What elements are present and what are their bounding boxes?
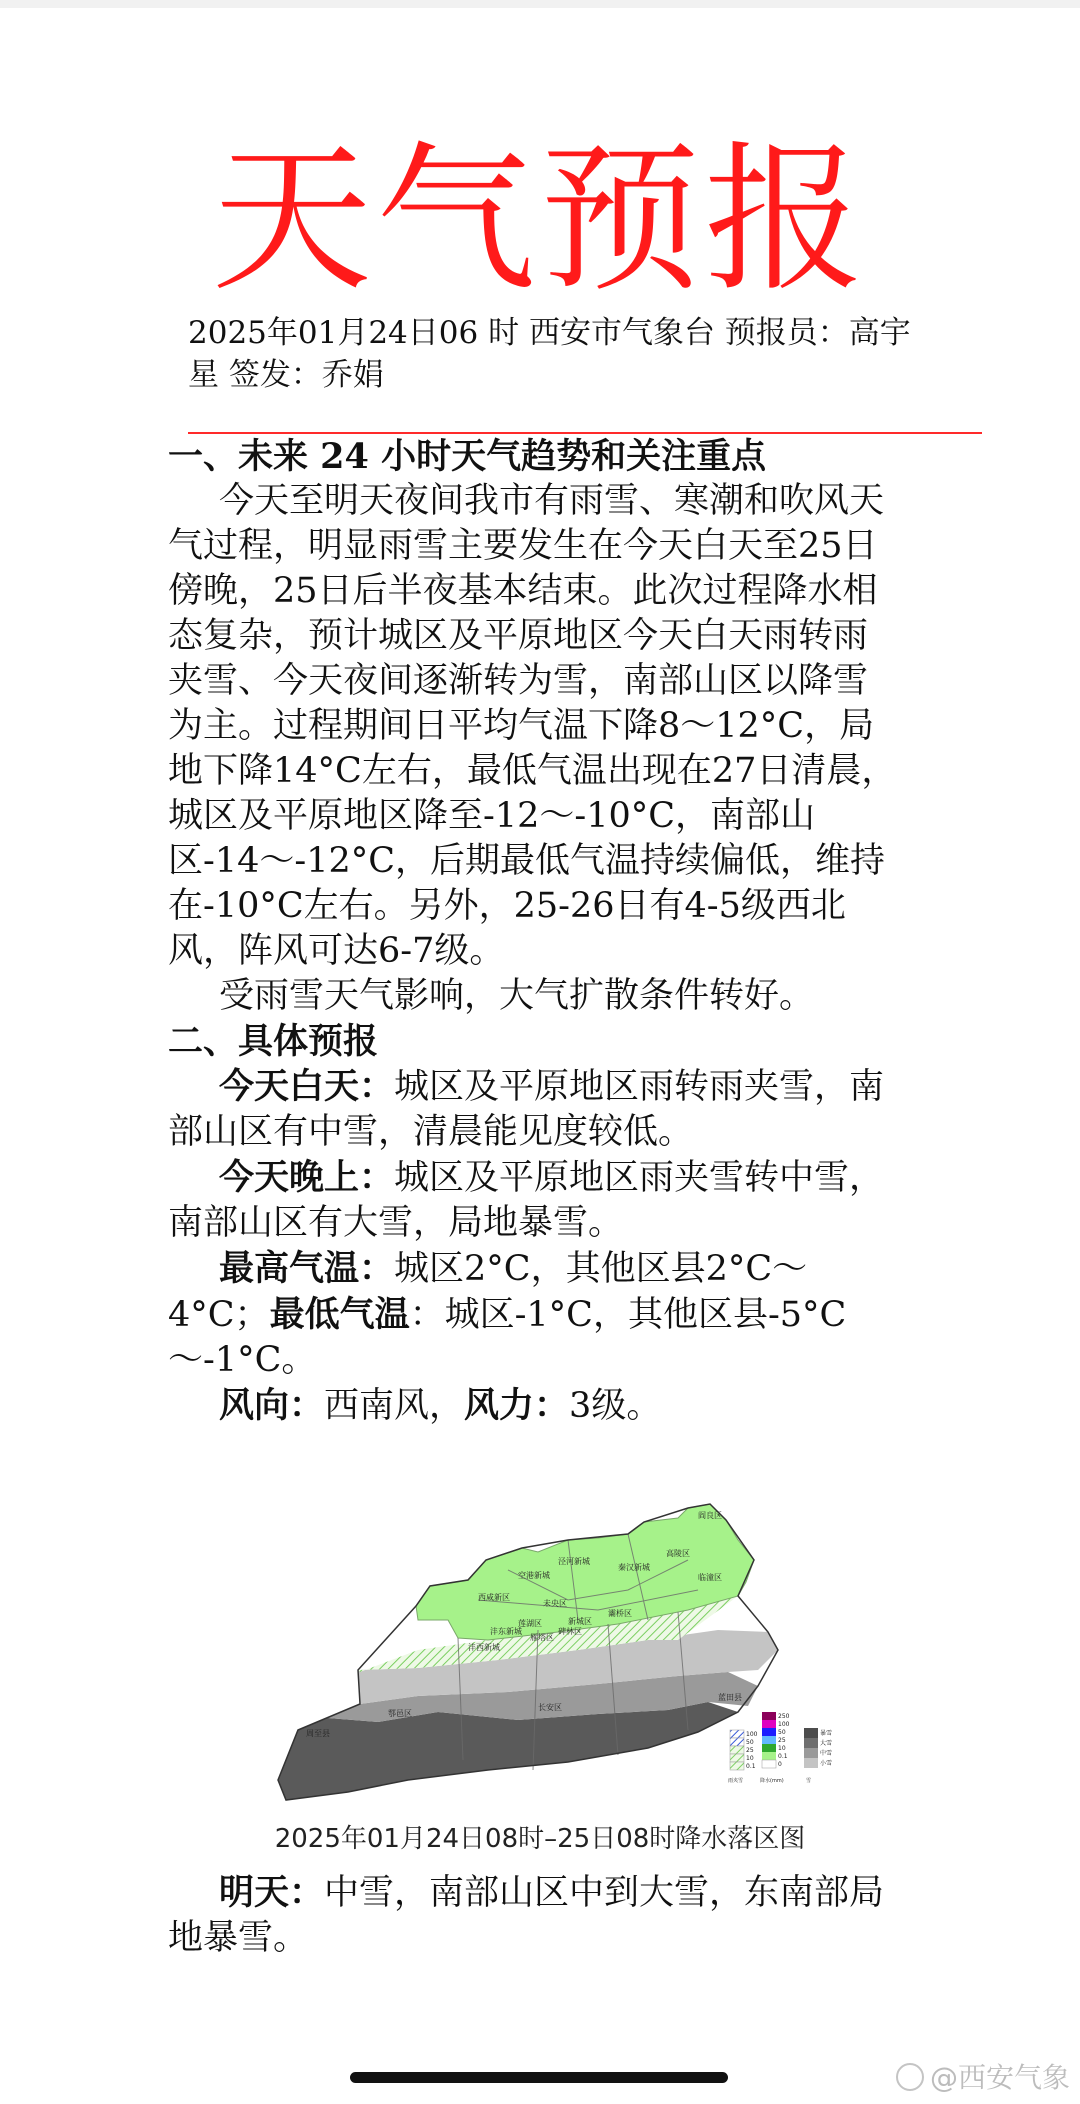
district-label: 碑林区 xyxy=(558,1627,582,1636)
map-caption: 2025年01月24日08时–25日08时降水落区图 xyxy=(274,1824,806,1854)
district-label: 雁塔区 xyxy=(530,1633,554,1642)
tomorrow-label: 明天： xyxy=(219,1872,325,1913)
svg-text:100: 100 xyxy=(778,1721,790,1728)
forecast-body xyxy=(168,434,898,1429)
svg-text:10: 10 xyxy=(778,1745,786,1752)
max-temp-label: 最高气温： xyxy=(219,1248,395,1289)
svg-text:10: 10 xyxy=(746,1755,754,1762)
svg-text:0: 0 xyxy=(778,1761,782,1768)
svg-text:降水(mm): 降水(mm) xyxy=(760,1778,784,1784)
wind-forecast xyxy=(168,1383,898,1429)
page-title: 天气预报 xyxy=(211,126,868,313)
weibo-watermark xyxy=(896,2056,1070,2096)
district-label: 临潼区 xyxy=(698,1573,722,1582)
min-temp-text: ：城区-1°C，其他区县-5°C～-1°C。 xyxy=(168,1295,847,1380)
wind-force-text: 3级。 xyxy=(569,1386,662,1426)
daytime-label: 今天白天： xyxy=(219,1066,395,1107)
district-label: 空港新城 xyxy=(518,1571,550,1580)
district-label: 沣东新城 xyxy=(490,1627,522,1636)
svg-text:100: 100 xyxy=(746,1731,758,1738)
district-label: 西咸新区 xyxy=(478,1593,510,1602)
night-text: 城区及平原地区雨夹雪转中雪，南部山区有大雪，局地暴雪。 xyxy=(168,1158,885,1243)
night-label: 今天晚上： xyxy=(219,1157,395,1198)
svg-text:中雪: 中雪 xyxy=(820,1750,833,1757)
daytime-text: 城区及平原地区雨转雨夹雪，南部山区有中雪，清晨能见度较低。 xyxy=(168,1067,885,1152)
district-label: 泾河新城 xyxy=(558,1557,590,1566)
svg-text:50: 50 xyxy=(746,1739,754,1746)
district-label: 莲湖区 xyxy=(518,1619,542,1628)
section1-para1: 今天至明天夜间我市有雨雪、寒潮和吹风天气过程，明显雨雪主要发生在今天白天至25日傍晚，25日后半夜基本结束。此次过程降水相态复杂，预计城区及平原地区今天白天雨转雨夹雪、今天夜间逐渐转为雪，南部山区以降雪为主。过程期间日平均气温下降8～12°C，局地下降14°C左右，最低气温出现在27日清晨，城区及平原地区降至-12～-10°C，南部山区-14～-12°C，后期最低气温持续偏低，维持在-10°C左右。另外，25-26日有4-5级西北风，阵风可达6-7级。 xyxy=(168,481,897,971)
section2-heading: 二、具体预报 xyxy=(168,1021,379,1062)
legend-snow xyxy=(804,1728,832,1784)
district-label: 高陵区 xyxy=(666,1549,690,1558)
tomorrow-forecast xyxy=(168,1870,898,1961)
wind-dir-label: 风向： xyxy=(219,1385,325,1426)
svg-text:250: 250 xyxy=(778,1713,790,1720)
svg-text:雨夹雪: 雨夹雪 xyxy=(728,1778,744,1784)
section1-para2: 受雨雪天气影响，大气扩散条件转好。 xyxy=(219,976,815,1016)
district-label: 沣西新城 xyxy=(468,1643,500,1652)
svg-text:0.1: 0.1 xyxy=(778,1753,788,1760)
legend-rain xyxy=(760,1712,790,1784)
weibo-icon xyxy=(896,2063,924,2091)
svg-text:小雪: 小雪 xyxy=(820,1760,833,1767)
district-label: 灞桥区 xyxy=(608,1609,632,1618)
legend-mixed xyxy=(728,1730,758,1784)
min-temp-label: 最低气温 xyxy=(269,1294,410,1335)
watermark-text: @西安气象 xyxy=(930,2061,1071,2094)
max-temp-text: 城区2°C，其他区县2°C～4°C； xyxy=(168,1249,808,1335)
svg-text:雪: 雪 xyxy=(806,1778,812,1784)
svg-text:25: 25 xyxy=(778,1737,786,1744)
district-label: 秦汉新城 xyxy=(618,1563,650,1572)
district-label: 蓝田县 xyxy=(718,1693,742,1702)
svg-text:0.1: 0.1 xyxy=(746,1763,756,1770)
svg-text:大雪: 大雪 xyxy=(820,1740,833,1747)
wind-force-label: 风力： xyxy=(464,1385,570,1426)
home-indicator[interactable] xyxy=(350,2072,728,2083)
section1-heading: 一、未来 24 小时天气趋势和关注重点 xyxy=(168,436,767,477)
wind-dir-text: 西南风， xyxy=(324,1386,465,1426)
district-label: 鄠邑区 xyxy=(388,1709,412,1718)
svg-text:暴雪: 暴雪 xyxy=(820,1730,833,1737)
status-bar xyxy=(0,0,1080,8)
night-forecast xyxy=(168,1155,898,1246)
district-label: 周至县 xyxy=(306,1729,330,1738)
daytime-forecast xyxy=(168,1064,898,1155)
issue-info: 2025年01月24日06 时 西安市气象台 预报员：高宇星 签发：乔娟 xyxy=(188,315,911,393)
svg-text:25: 25 xyxy=(746,1747,754,1754)
tomorrow-text: 中雪，南部山区中到大雪，东南部局地暴雪。 xyxy=(168,1873,885,1958)
district-label: 长安区 xyxy=(538,1703,562,1712)
precipitation-map xyxy=(268,1500,854,1814)
district-label: 新城区 xyxy=(568,1617,592,1626)
district-label: 阎良区 xyxy=(698,1511,722,1520)
svg-text:50: 50 xyxy=(778,1729,786,1736)
temperature-forecast xyxy=(168,1246,898,1383)
map-svg xyxy=(268,1500,854,1814)
district-label: 未央区 xyxy=(543,1599,567,1608)
